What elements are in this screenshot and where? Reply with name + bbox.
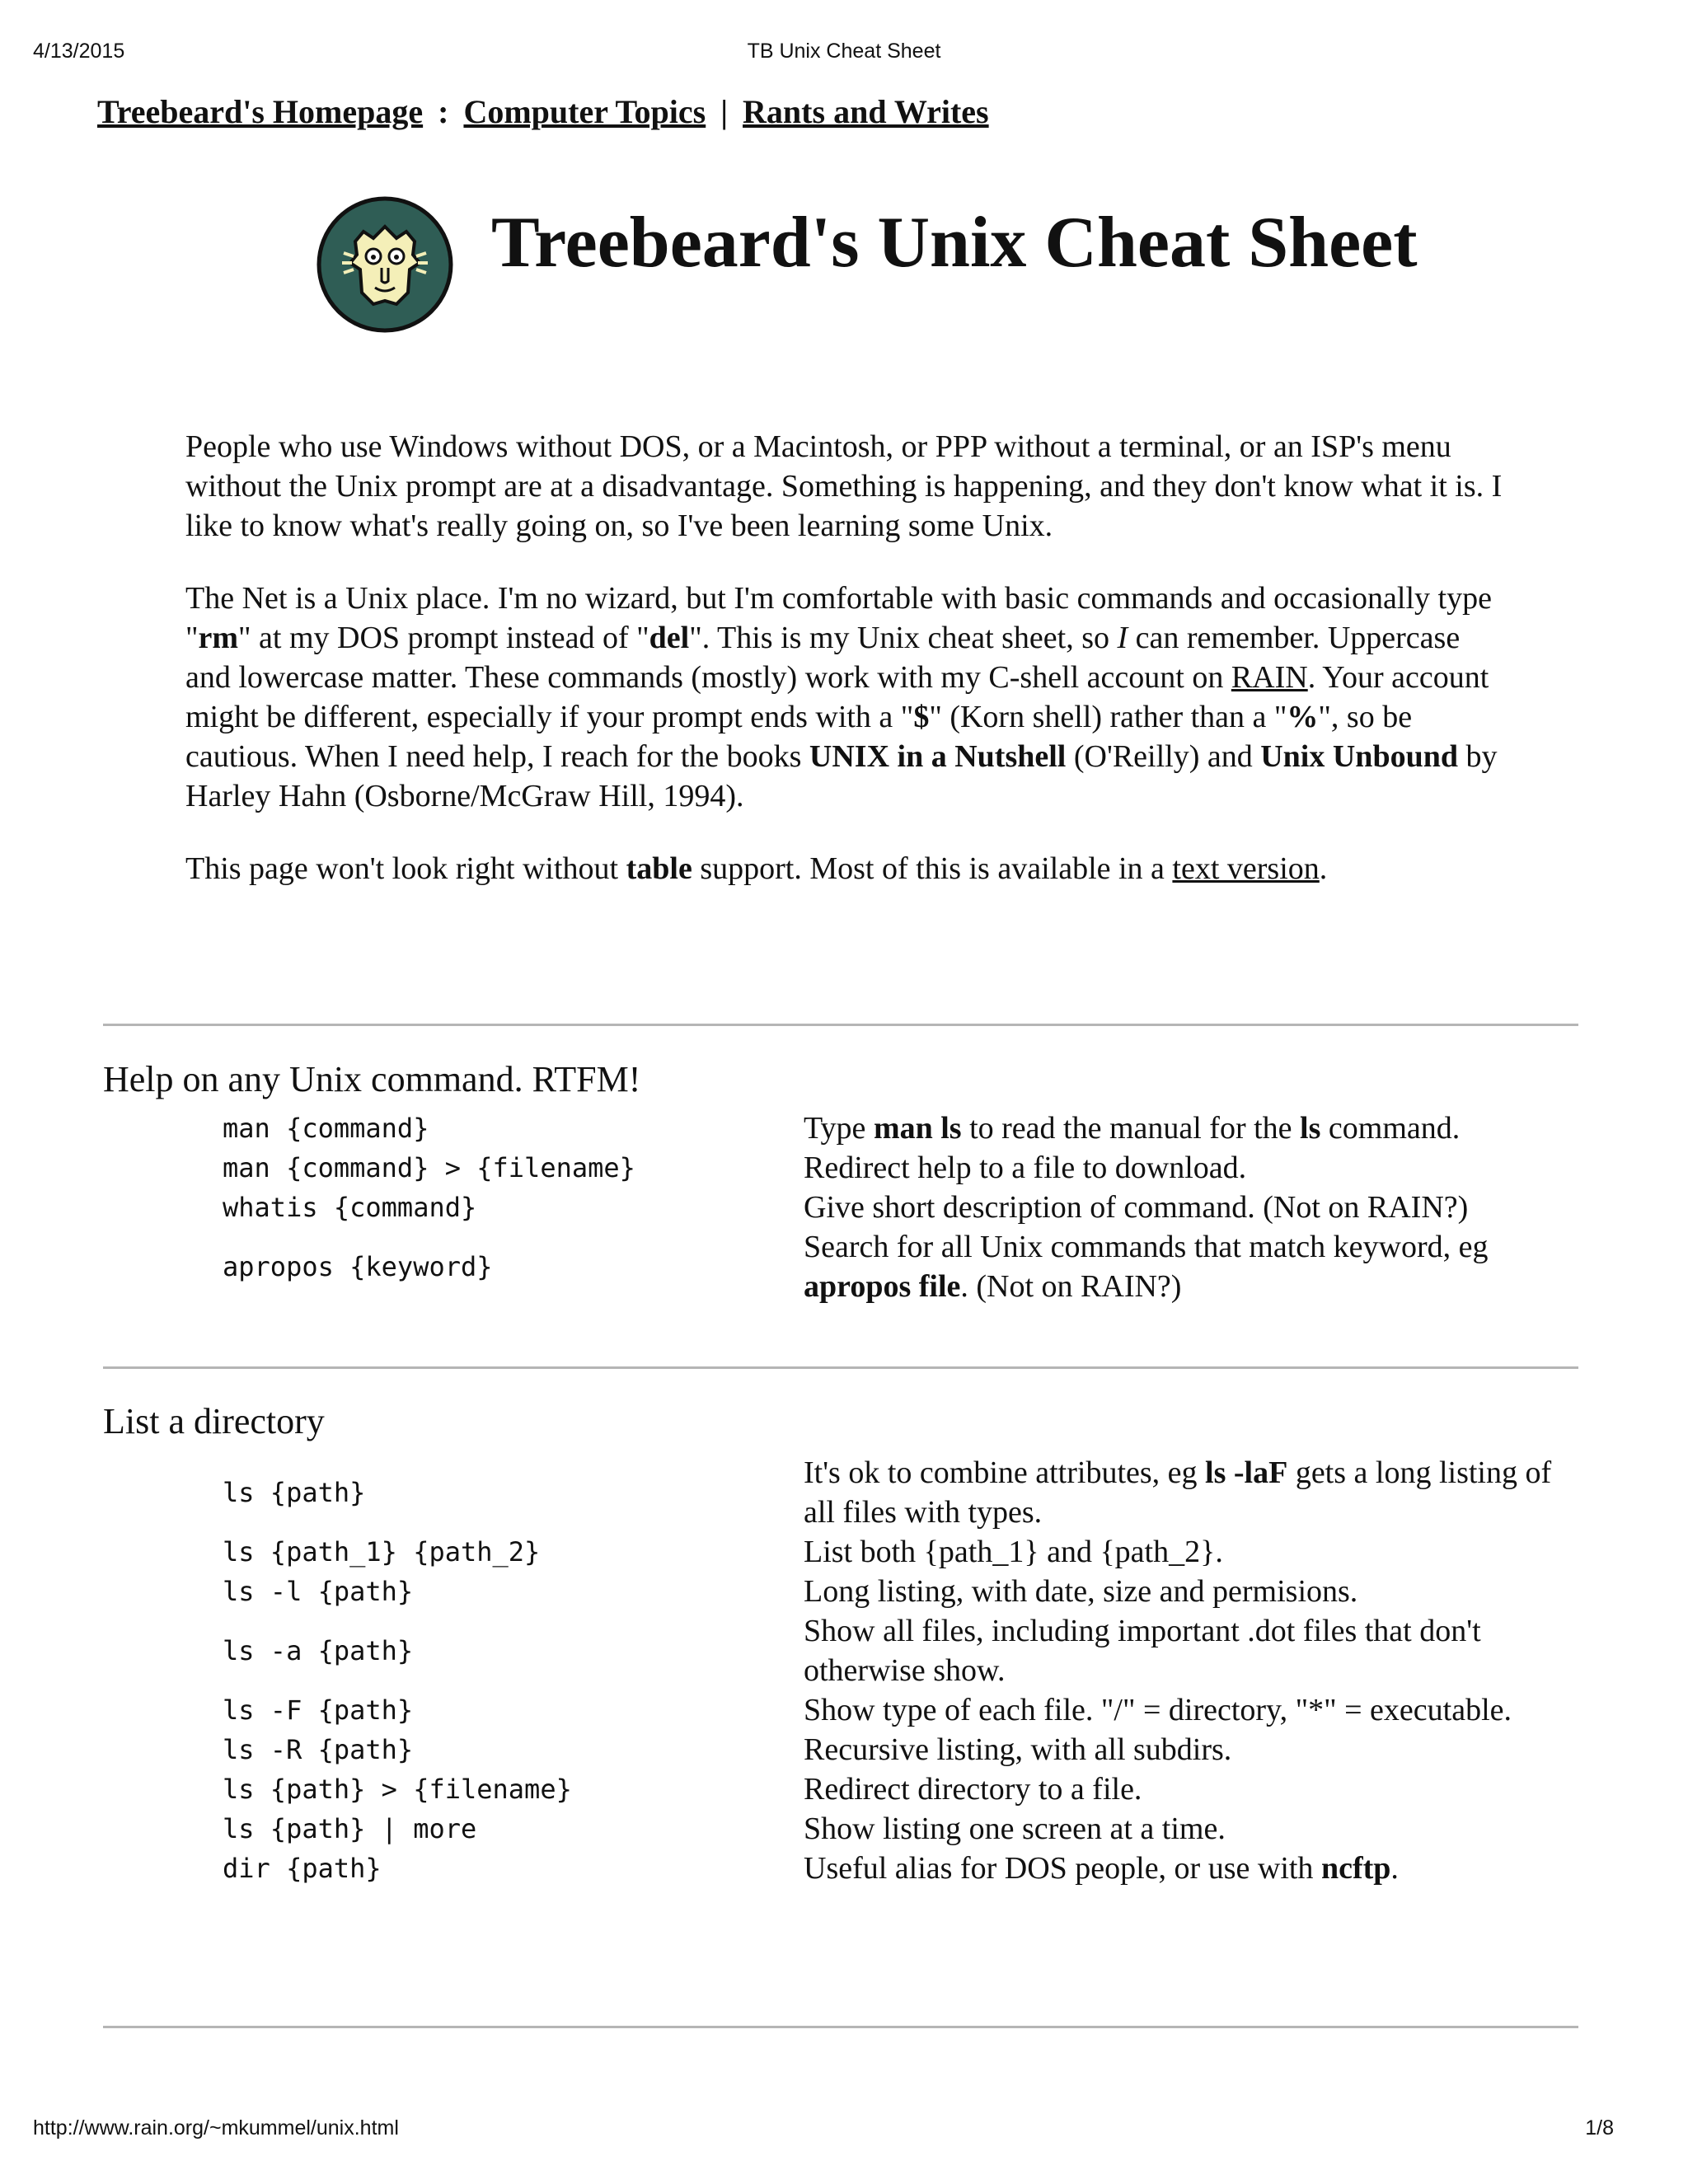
divider <box>103 2026 1578 2028</box>
command-table-list-directory <box>223 1453 1578 1888</box>
page-number: 1/8 <box>1585 2116 1614 2139</box>
command-cell: ls {path} <box>223 1477 366 1508</box>
command-cell: ls -l {path} <box>223 1576 414 1607</box>
nav-link-rants-and-writes[interactable]: Rants and Writes <box>743 93 989 130</box>
description-cell: Recursive listing, with all subdirs. <box>804 1732 1232 1767</box>
table-row <box>223 1690 1578 1730</box>
intro-paragraph-1: People who use Windows without DOS, or a Macintosh, or PPP without a terminal, or an ISP's menu without the Unix prompt are at a disadvantage. Something is happening, and they don't know what it is. I like to know what's really going on, so I've been learning some Unix. <box>185 429 1503 543</box>
inline-link[interactable]: text version <box>1172 851 1320 886</box>
command-cell: apropos {keyword} <box>223 1251 493 1282</box>
command-cell: ls {path} > {filename} <box>223 1774 572 1805</box>
description-cell: Long listing, with date, size and permisions. <box>804 1574 1358 1609</box>
command-cell: ls {path} | more <box>223 1813 477 1844</box>
table-row <box>223 1730 1578 1769</box>
intro <box>185 427 1504 921</box>
command-cell: whatis {command} <box>223 1192 477 1223</box>
section-title-help: Help on any Unix command. RTFM! <box>103 1059 641 1099</box>
table-row <box>223 1227 1578 1306</box>
bold-text: Unix Unbound <box>1260 739 1458 774</box>
description-cell: It's ok to combine attributes, eg ls -laF gets a long listing of all files with types. <box>804 1455 1552 1530</box>
page-title: Treebeard's Unix Cheat Sheet <box>491 203 1418 283</box>
divider <box>103 1366 1578 1369</box>
command-cell: ls -a {path} <box>223 1635 414 1666</box>
bold-text: man ls <box>873 1111 962 1146</box>
table-row <box>223 1572 1578 1611</box>
print-title: TB Unix Cheat Sheet <box>747 40 941 63</box>
table-row <box>223 1532 1578 1572</box>
nav-link-homepage[interactable]: Treebeard's Homepage <box>97 93 424 130</box>
description-cell: Redirect help to a file to download. <box>804 1151 1247 1185</box>
command-table-help <box>223 1108 1578 1306</box>
command-cell: ls -R {path} <box>223 1734 414 1765</box>
bold-text: ls -laF <box>1205 1455 1288 1490</box>
inline-link[interactable]: RAIN <box>1231 660 1308 695</box>
command-cell: dir {path} <box>223 1853 382 1884</box>
print-url: http://www.rain.org/~mkummel/unix.html <box>33 2116 399 2139</box>
table-row <box>223 1769 1578 1809</box>
intro-paragraph-3: This page won't look right without table support. Most of this is available in a text version. <box>185 851 1328 886</box>
table-row <box>223 1148 1578 1188</box>
intro-paragraph-2: The Net is a Unix place. I'm no wizard, but I'm comfortable with basic commands and occasionally type "rm" at my DOS prompt instead of "del". This is my Unix cheat sheet, so I can remember. Uppercase and lowercase matter. These commands (mostly) work with my C-shell account on RAIN. Your account might be different, especially if your prompt ends with a "$" (Korn shell) rather than a "%", so be cautious. When I need help, I reach for the books UNIX in a Nutshell (O'Reilly) and Unix Unbound by Harley Hahn (Osborne/McGraw Hill, 1994). <box>185 581 1498 813</box>
nav-link-computer-topics[interactable]: Computer Topics <box>463 93 706 130</box>
breadcrumb <box>97 92 989 131</box>
table-row <box>223 1108 1578 1148</box>
description-cell: List both {path_1} and {path_2}. <box>804 1535 1223 1569</box>
description-cell: Show all files, including important .dot files that don't otherwise show. <box>804 1614 1481 1688</box>
bold-text: UNIX in a Nutshell <box>809 739 1067 774</box>
table-row <box>223 1188 1578 1227</box>
description-cell: Give short description of command. (Not on RAIN?) <box>804 1190 1469 1225</box>
bold-text: del <box>649 621 690 655</box>
section-title-list-directory: List a directory <box>103 1401 325 1441</box>
treebeard-face-icon <box>316 195 454 334</box>
divider <box>103 1024 1578 1026</box>
command-cell: ls {path_1} {path_2} <box>223 1536 541 1568</box>
bold-text: table <box>626 851 692 886</box>
nav-separator-pipe: | <box>720 93 729 130</box>
italic-text: I <box>1117 621 1128 655</box>
command-cell: man {command} > {filename} <box>223 1152 635 1183</box>
description-cell: Type man ls to read the manual for the ls command. <box>804 1111 1461 1146</box>
bold-text: apropos file <box>804 1269 961 1304</box>
table-row <box>223 1453 1578 1532</box>
bold-text: $ <box>913 700 930 734</box>
command-cell: ls -F {path} <box>223 1694 414 1726</box>
table-row <box>223 1611 1578 1690</box>
description-cell: Useful alias for DOS people, or use with ncftp. <box>804 1851 1399 1886</box>
command-cell: man {command} <box>223 1113 429 1144</box>
description-cell: Search for all Unix commands that match keyword, eg apropos file. (Not on RAIN?) <box>804 1230 1489 1304</box>
table-row <box>223 1849 1578 1888</box>
bold-text: rm <box>198 621 239 655</box>
description-cell: Redirect directory to a file. <box>804 1772 1142 1807</box>
nav-separator-colon: : <box>438 93 449 130</box>
print-header <box>0 40 1688 69</box>
bold-text: % <box>1287 700 1319 734</box>
description-cell: Show type of each file. "/" = directory, "*" = executable. <box>804 1693 1512 1727</box>
description-cell: Show listing one screen at a time. <box>804 1811 1226 1846</box>
print-date: 4/13/2015 <box>33 40 125 63</box>
bold-text: ls <box>1300 1111 1321 1146</box>
table-row <box>223 1809 1578 1849</box>
bold-text: ncftp <box>1320 1851 1391 1886</box>
